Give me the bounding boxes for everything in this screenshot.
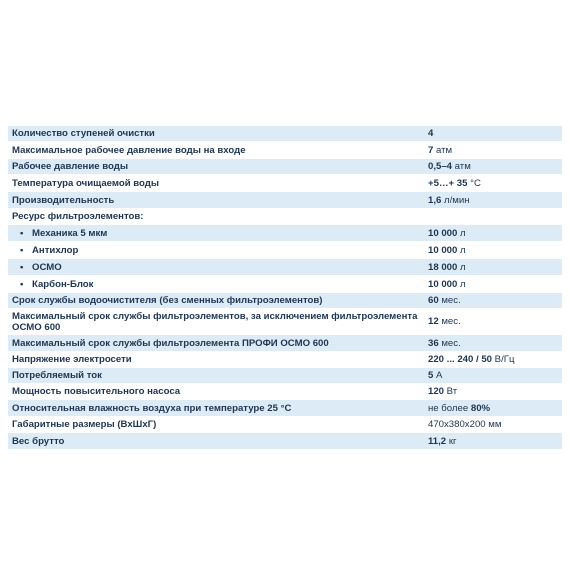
spec-row	[8, 293, 562, 309]
spec-name-text: Срок службы водоочистителя (без сменных фильтроэлементов)	[12, 295, 323, 306]
spec-value-unit: л/мин	[441, 194, 470, 206]
spec-row	[8, 417, 562, 433]
spec-value	[428, 436, 562, 447]
spec-name	[8, 403, 428, 414]
spec-value-number: 120	[428, 386, 445, 397]
spec-value-unit: А	[433, 370, 443, 381]
spec-value-unit: В/Гц	[492, 354, 515, 365]
spec-name-text: Производительность	[12, 194, 115, 206]
spec-row	[8, 209, 562, 225]
spec-name	[8, 436, 428, 447]
spec-value-number: 7	[428, 144, 434, 156]
spec-name	[8, 386, 428, 397]
spec-row	[8, 175, 562, 192]
spec-value	[428, 279, 562, 290]
spec-name	[8, 228, 428, 239]
spec-value	[428, 354, 562, 365]
bullet-icon: •	[20, 278, 24, 290]
spec-name-text: Мощность повысительного насоса	[12, 386, 181, 397]
spec-name-text: Температура очищаемой воды	[12, 177, 160, 189]
spec-value-number: 36	[428, 337, 439, 349]
spec-value	[428, 145, 562, 156]
spec-value-number: +5…+ 35	[428, 177, 468, 189]
spec-name	[8, 354, 428, 365]
spec-value-unit: кг	[446, 435, 457, 447]
spec-value-unit: л	[457, 227, 466, 239]
spec-value	[428, 295, 562, 306]
spec-name-text: Максимальное рабочее давление воды на входе	[12, 144, 246, 156]
spec-value-unit: л	[457, 261, 466, 273]
spec-value-number: 1,6	[428, 194, 442, 206]
spec-value	[428, 128, 562, 139]
spec-value	[428, 419, 562, 430]
spec-value-number: 10 000	[428, 227, 458, 239]
spec-value-number: 18 000	[428, 261, 458, 273]
spec-value-unit: мес.	[438, 337, 461, 349]
spec-row	[8, 368, 562, 384]
spec-value-number: 10 000	[428, 244, 458, 256]
spec-row	[8, 384, 562, 400]
spec-row	[8, 433, 562, 450]
spec-value	[428, 316, 562, 327]
spec-value-unit: 470х380х200 мм	[428, 419, 502, 430]
spec-name	[8, 145, 428, 156]
spec-value-number: 0,5–4	[428, 161, 453, 172]
spec-value-number: 12	[428, 316, 439, 327]
spec-value-number: 220 ... 240 / 50	[428, 354, 493, 365]
spec-value-number: 11,2	[428, 435, 447, 447]
spec-value-unit: л	[457, 244, 466, 256]
spec-row	[8, 400, 562, 417]
spec-name	[8, 295, 428, 306]
spec-row	[8, 352, 562, 368]
spec-value	[428, 386, 562, 397]
spec-name	[8, 128, 428, 139]
spec-name	[8, 211, 428, 222]
spec-value	[428, 195, 562, 206]
spec-value	[428, 370, 562, 381]
spec-value	[428, 228, 562, 239]
spec-value-unit: атм	[452, 161, 471, 172]
spec-name-text: Потребляемый ток	[12, 370, 102, 381]
spec-value-unit: °С	[467, 177, 481, 189]
spec-name-text: Антихлор	[32, 244, 79, 256]
spec-name-text: Количество ступеней очистки	[12, 128, 155, 139]
spec-name	[8, 370, 428, 381]
spec-value-unit: не более	[428, 402, 471, 414]
spec-row	[8, 259, 562, 276]
spec-name-text: Ресурс фильтроэлементов:	[12, 211, 144, 222]
spec-value-unit: Вт	[444, 386, 458, 397]
spec-name-text: Максимальный срок службы фильтроэлементов, за исключением фильтроэлемента ОСМО 600	[12, 310, 418, 333]
spec-row	[8, 242, 562, 259]
spec-row	[8, 335, 562, 352]
spec-name-text: Напряжение электросети	[12, 354, 132, 365]
spec-name-text: Карбон-Блок	[32, 278, 94, 290]
spec-name	[8, 195, 428, 206]
spec-name-text: Относительная влажность воздуха при температуре 25 °С	[12, 402, 292, 414]
spec-name	[8, 419, 428, 430]
spec-row	[8, 126, 562, 142]
spec-name-text: Вес брутто	[12, 435, 65, 447]
spec-row	[8, 142, 562, 159]
spec-name-text: Максимальный срок службы фильтроэлемента ПРОФИ ОСМО 600	[12, 337, 329, 349]
spec-value-number: 60	[428, 295, 439, 306]
spec-name	[8, 245, 428, 256]
spec-value-number: 10 000	[428, 278, 458, 290]
spec-value-unit: мес.	[438, 316, 461, 327]
spec-name	[8, 338, 428, 349]
spec-value-number: 5	[428, 370, 434, 381]
spec-value	[428, 161, 562, 172]
spec-name	[8, 178, 428, 189]
spec-name-text: Рабочее давление воды	[12, 161, 129, 172]
spec-table	[8, 126, 562, 450]
spec-row	[8, 192, 562, 209]
spec-name-text: Механика 5 мкм	[32, 227, 108, 239]
spec-value-number: 4	[428, 128, 434, 139]
spec-row	[8, 225, 562, 242]
spec-value	[428, 178, 562, 189]
bullet-icon: •	[20, 261, 24, 273]
spec-value-number: 80%	[470, 402, 491, 414]
spec-name	[8, 262, 428, 273]
spec-value	[428, 245, 562, 256]
spec-row	[8, 309, 562, 335]
spec-value-unit: атм	[433, 144, 453, 156]
bullet-icon: •	[20, 244, 24, 256]
spec-value-unit: мес.	[438, 295, 461, 306]
spec-value	[428, 338, 562, 349]
spec-row	[8, 276, 562, 293]
spec-name	[8, 311, 428, 333]
spec-name	[8, 279, 428, 290]
spec-value-unit: л	[457, 278, 466, 290]
spec-name-text: ОСМО	[32, 261, 62, 273]
spec-value	[428, 403, 562, 414]
spec-row	[8, 159, 562, 175]
bullet-icon: •	[20, 227, 24, 239]
spec-name	[8, 161, 428, 172]
spec-name-text: Габаритные размеры (ВхШхГ)	[12, 419, 157, 430]
spec-value	[428, 262, 562, 273]
